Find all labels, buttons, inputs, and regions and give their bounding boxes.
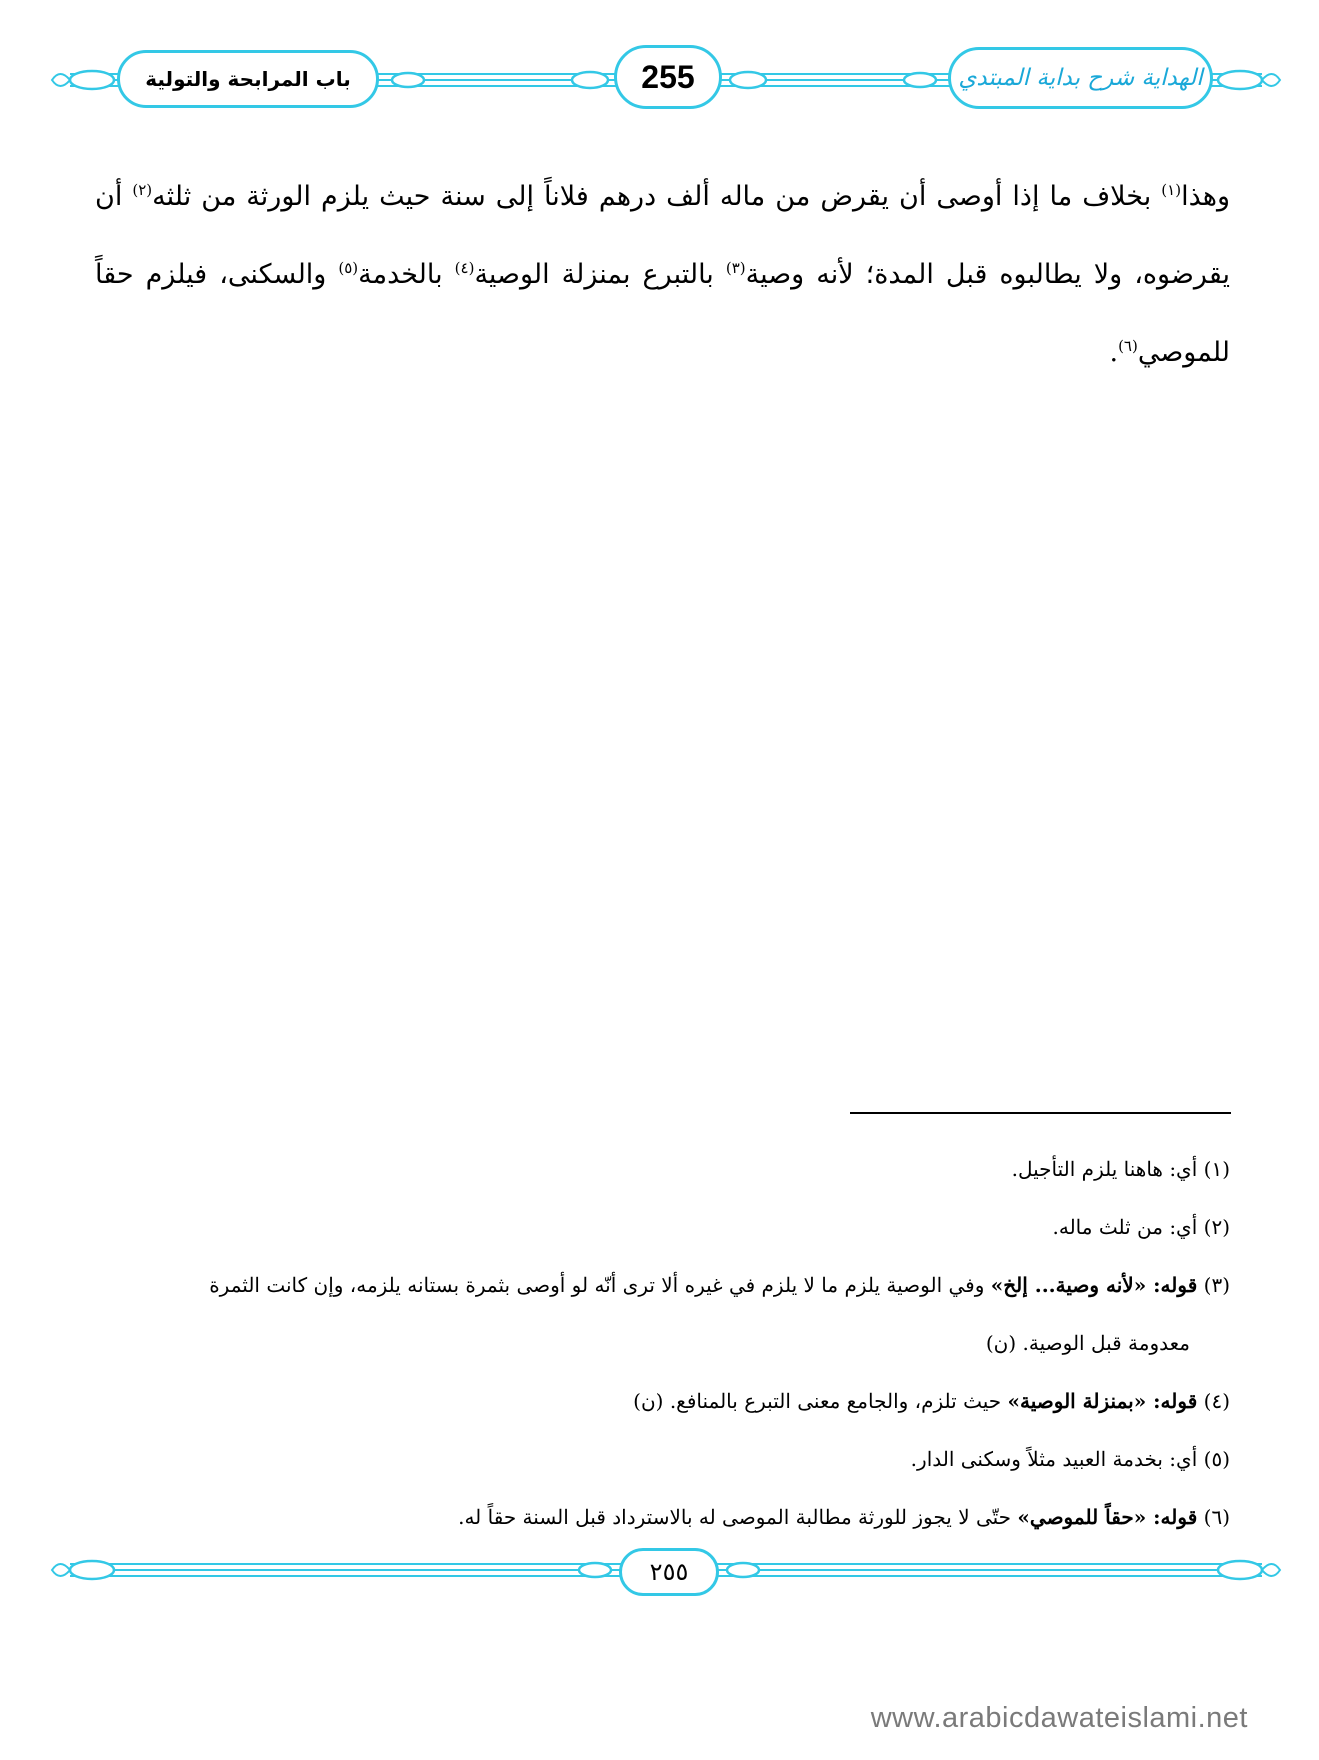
- chapter-title: باب المرابحة والتولية: [117, 50, 379, 108]
- footnote-3: (٣) قوله: «لأنه وصية... إلخ» وفي الوصية يلزم ما لا يلزم في غيره ألا ترى أنّه لو أوصى بثمرة بستانه يلزمه، وإن كانت الثمرة: [209, 1273, 1230, 1297]
- footnote-ref-2[interactable]: (٢): [132, 181, 153, 199]
- website-url[interactable]: www.arabicdawateislami.net: [870, 1702, 1248, 1734]
- footnote-ref-6[interactable]: (٦): [1118, 337, 1138, 355]
- page-header: [0, 0, 1319, 140]
- page-number: 255: [614, 45, 722, 109]
- footnote-ref-3[interactable]: (٣): [725, 259, 746, 277]
- footnote-ref-4[interactable]: (٤): [454, 259, 475, 277]
- footnote-3-continuation: معدومة قبل الوصية. (ن): [985, 1331, 1190, 1355]
- footnote-ref-1[interactable]: (١): [1161, 181, 1182, 199]
- footnote-6: (٦) قوله: «حقاً للموصي» حتّى لا يجوز للورثة مطالبة الموصى له بالاسترداد قبل السنة حقاً له.: [458, 1505, 1230, 1529]
- footnote-ref-5[interactable]: (٥): [338, 259, 359, 277]
- footnote-1: (١) أي: هاهنا يلزم التأجيل.: [1011, 1157, 1230, 1181]
- footer-page-number: ٢٥٥: [619, 1548, 719, 1596]
- footnote-4: (٤) قوله: «بمنزلة الوصية» حيث تلزم، والجامع معنى التبرع بالمنافع. (ن): [633, 1389, 1230, 1413]
- book-title: الهداية شرح بداية المبتدي: [948, 47, 1213, 109]
- footnotes: [98, 1140, 1230, 1546]
- main-text: وهذا$^{(١)}$ بخلاف ما إذا أوصى أن يقرض من ماله ألف درهم فلاناً إلى سنة حيث يلزم الورثة من ثلثه$^{(٢)}$ أن يقرضوه، ولا يطالبوه قبل المدة؛ لأنه وصية$^{(٣)}$ بالتبرع بمنزلة الوصية$^{(٤)}$ بالخدمة$^{(٥)}$ والسكنى، فيلزم حقاً للموصي$^{(٦)}$.: [95, 181, 1231, 368]
- footnote-divider: [850, 1112, 1231, 1114]
- footnote-2: (٢) أي: من ثلث ماله.: [1052, 1215, 1230, 1239]
- footnote-5: (٥) أي: بخدمة العبيد مثلاً وسكنى الدار.: [910, 1447, 1230, 1471]
